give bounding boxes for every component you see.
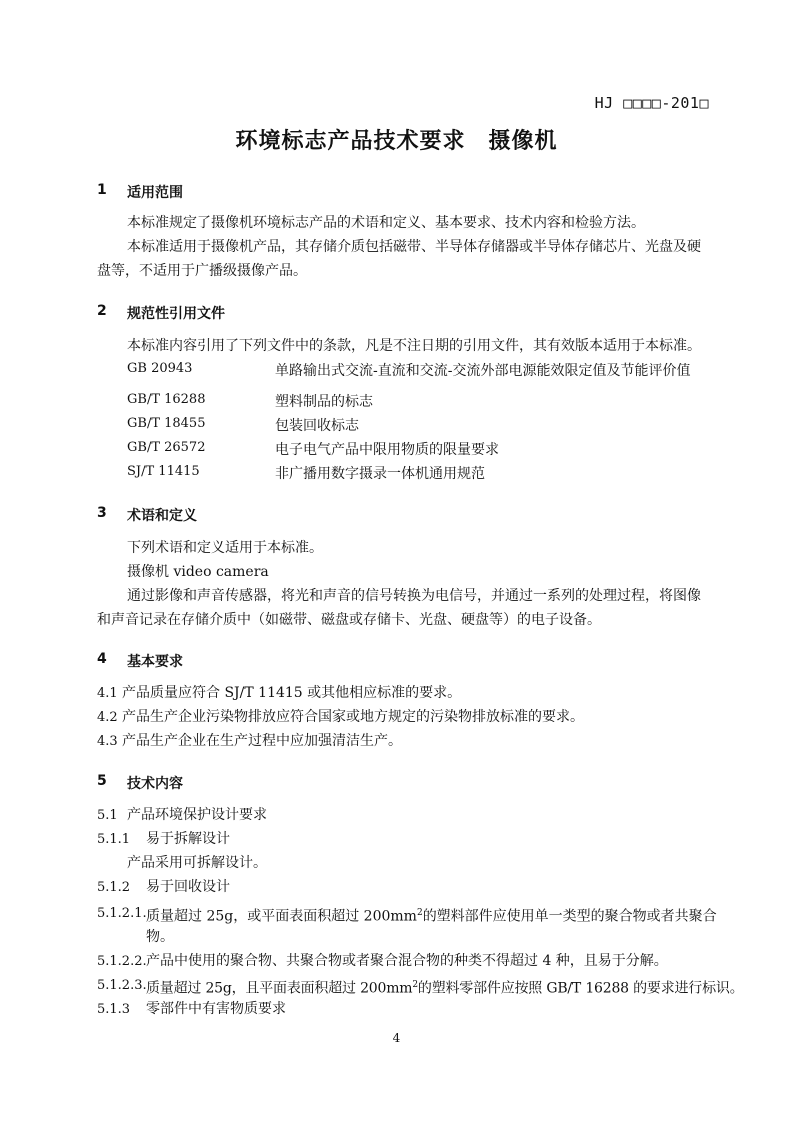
section-2-title: 规范性引用文件	[127, 306, 225, 322]
standard-code: HJ □□□□-201□	[594, 94, 709, 112]
reference-title: 非广播用数字摄录一体机通用规范	[275, 466, 485, 482]
clause-number: 4.1	[97, 686, 118, 701]
clause-text: 产品环境保护设计要求	[127, 807, 267, 823]
clause-text-continued: 物。	[146, 929, 174, 945]
reference-title: 电子电气产品中限用物质的限量要求	[275, 442, 499, 458]
section-3-title: 术语和定义	[127, 508, 197, 524]
clause-text: 零部件中有害物质要求	[146, 1001, 286, 1017]
reference-code: GB/T 18455	[127, 416, 206, 431]
clause-number: 4.3	[97, 734, 118, 749]
section-2-number: 2	[97, 303, 107, 319]
document-title: 环境标志产品技术要求 摄像机	[235, 129, 558, 154]
section-2-intro: 本标准内容引用了下列文件中的条款，凡是不注日期的引用文件，其有效版本适用于本标准。	[127, 338, 701, 354]
clause-number: 5.1.1	[97, 832, 131, 847]
reference-title: 单路输出式交流-直流和交流-交流外部电源能效限定值及节能评价值	[275, 363, 691, 379]
section-5-number: 5	[97, 773, 107, 789]
section-3-paragraph-1: 下列术语和定义适用于本标准。	[127, 540, 323, 556]
reference-code: GB/T 26572	[127, 440, 206, 455]
clause-number: 5.1.3	[97, 1002, 131, 1017]
section-1-paragraph-2-line-2: 盘等，不适用于广播级摄像产品。	[97, 263, 307, 279]
section-1-paragraph-2-line-1: 本标准适用于摄像机产品，其存储介质包括磁带、半导体存储器或半导体存储芯片、光盘及硬	[127, 239, 701, 255]
clause-text: 产品生产企业污染物排放应符合国家或地方规定的污染物排放标准的要求。	[122, 709, 584, 725]
clause-text: 质量超过 25g，或平面表面积超过 $200mm^2$的塑料部件应使用单一类型的聚合物或者共聚合	[146, 908, 717, 925]
section-1-number: 1	[97, 182, 107, 198]
reference-code: GB/T 16288	[127, 392, 206, 407]
clause-body: 产品采用可拆解设计。	[127, 855, 267, 871]
clause-text: 产品中使用的聚合物、共聚合物或者聚合混合物的种类不得超过 4 种，且易于分解。	[146, 953, 668, 969]
clause-text: 质量超过 25g，且平面表面积超过 $200mm^2$的塑料零部件应按照 GB/T 16288 的要求进行标识。	[146, 980, 744, 997]
term-entry: 摄像机 video camera	[127, 564, 269, 580]
clause-text: 易于拆解设计	[146, 831, 230, 847]
clause-text: 产品质量应符合 SJ/T 11415 或其他相应标准的要求。	[122, 685, 462, 701]
reference-title: 塑料制品的标志	[275, 394, 373, 410]
reference-code: GB 20943	[127, 361, 193, 376]
clause-number: 5.1	[97, 808, 118, 823]
section-1-paragraph-1: 本标准规定了摄像机环境标志产品的术语和定义、基本要求、技术内容和检验方法。	[127, 215, 645, 231]
section-5-title: 技术内容	[127, 776, 183, 792]
clause-text: 易于回收设计	[146, 879, 230, 895]
section-4-number: 4	[97, 651, 107, 667]
clause-text: 产品生产企业在生产过程中应加强清洁生产。	[122, 733, 402, 749]
reference-title: 包装回收标志	[275, 418, 359, 434]
section-1-title: 适用范围	[127, 185, 183, 201]
section-4-title: 基本要求	[127, 654, 183, 670]
clause-number: 5.1.2.1.	[97, 906, 147, 921]
term-definition-line-1: 通过影像和声音传感器，将光和声音的信号转换为电信号，并通过一系列的处理过程，将图像	[127, 588, 701, 604]
clause-number: 5.1.2.3.	[97, 978, 147, 993]
reference-code: SJ/T 11415	[127, 464, 200, 479]
clause-number: 4.2	[97, 710, 118, 725]
term-definition-line-2: 和声音记录在存储介质中（如磁带、磁盘或存储卡、光盘、硬盘等）的电子设备。	[97, 612, 601, 628]
clause-number: 5.1.2.2.	[97, 954, 147, 969]
clause-number: 5.1.2	[97, 880, 131, 895]
section-3-number: 3	[97, 505, 107, 521]
page-number: 4	[392, 1031, 401, 1045]
